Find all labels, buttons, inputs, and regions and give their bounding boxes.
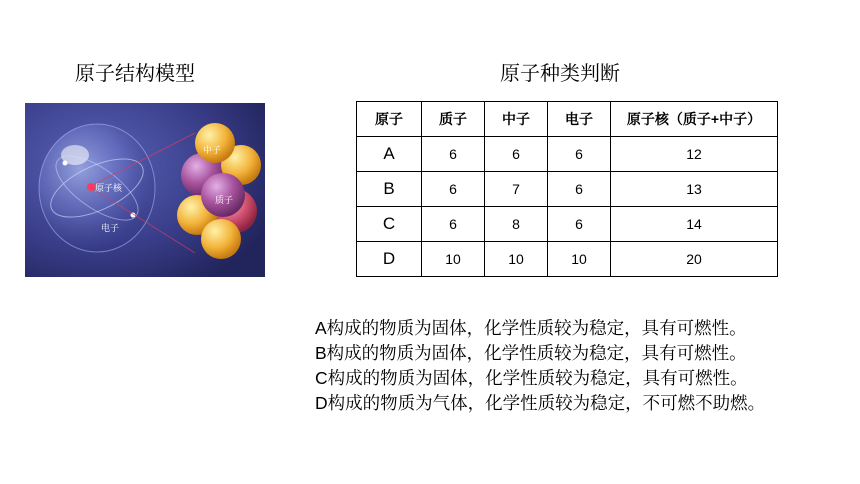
statement-d: D构成的物质为气体，化学性质较为稳定，不可燃不助燃。 <box>315 393 766 413</box>
cell-electron: 6 <box>548 172 611 207</box>
cell-nucleus: 14 <box>611 207 778 242</box>
atom-type-title: 原子种类判断 <box>500 61 620 85</box>
table-header-row <box>357 102 778 137</box>
cell-atom: D <box>357 242 422 277</box>
cell-atom: A <box>357 137 422 172</box>
cell-proton: 6 <box>422 137 485 172</box>
header-nucleus: 原子核（质子+中子） <box>611 102 778 137</box>
header-electron: 电子 <box>548 102 611 137</box>
nucleus-label: 原子核 <box>95 184 123 194</box>
table-row <box>357 207 778 242</box>
cell-nucleus: 12 <box>611 137 778 172</box>
header-atom: 原子 <box>357 102 422 137</box>
statement-c: C构成的物质为固体，化学性质较为稳定，具有可燃性。 <box>315 368 748 388</box>
proton-label: 质子 <box>215 196 234 206</box>
cell-nucleus: 13 <box>611 172 778 207</box>
cell-proton: 6 <box>422 172 485 207</box>
atom-table <box>356 101 778 277</box>
cell-neutron: 10 <box>485 242 548 277</box>
electron-label: 电子 <box>101 224 120 234</box>
atom-model-title: 原子结构模型 <box>75 61 195 85</box>
table-row <box>357 172 778 207</box>
cell-electron: 6 <box>548 207 611 242</box>
cell-electron: 6 <box>548 137 611 172</box>
cell-atom: C <box>357 207 422 242</box>
header-proton: 质子 <box>422 102 485 137</box>
cell-nucleus: 20 <box>611 242 778 277</box>
cell-atom: B <box>357 172 422 207</box>
header-neutron: 中子 <box>485 102 548 137</box>
statement-a: A构成的物质为固体，化学性质较为稳定，具有可燃性。 <box>315 318 747 338</box>
table-row <box>357 137 778 172</box>
neutron-label: 中子 <box>203 146 222 156</box>
statement-list <box>315 316 765 416</box>
table-row <box>357 242 778 277</box>
cell-neutron: 6 <box>485 137 548 172</box>
cell-electron: 10 <box>548 242 611 277</box>
atom-structure-image <box>25 103 265 277</box>
cell-proton: 6 <box>422 207 485 242</box>
cell-neutron: 8 <box>485 207 548 242</box>
cell-proton: 10 <box>422 242 485 277</box>
statement-b: B构成的物质为固体，化学性质较为稳定，具有可燃性。 <box>315 343 747 363</box>
cell-neutron: 7 <box>485 172 548 207</box>
